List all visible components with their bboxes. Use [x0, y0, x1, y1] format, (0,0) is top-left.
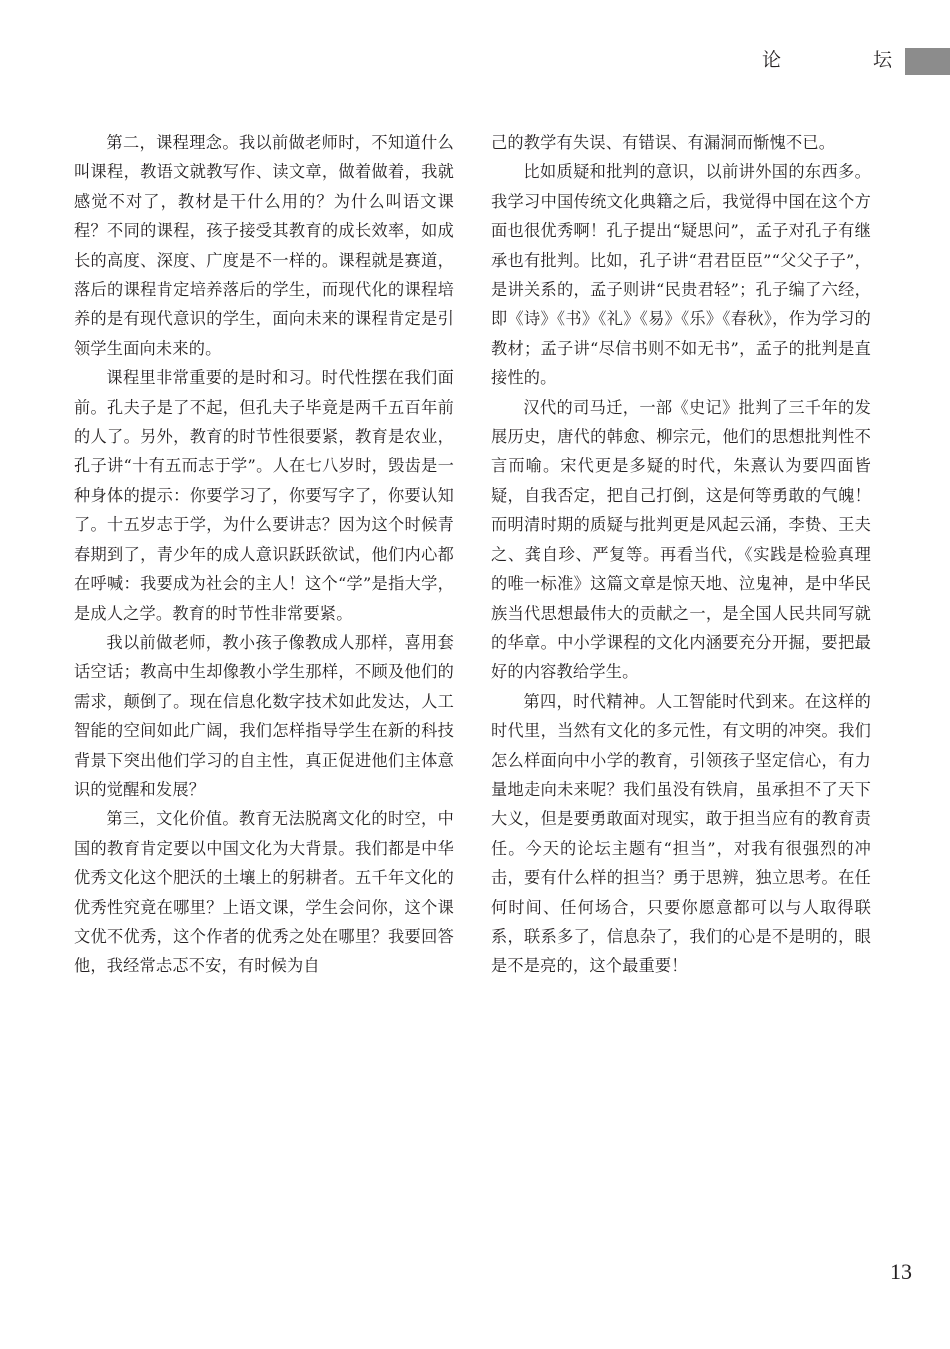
paragraph-continuation: 己的教学有失误、有错误、有漏洞而惭愧不已。 — [491, 133, 836, 152]
left-column — [74, 128, 454, 981]
paragraph: 第三，文化价值。教育无法脱离文化的时空，中国的教育肯定要以中国文化为大背景。我们都是中华优秀文化这个肥沃的土壤上的躬耕者。五千年文化的优秀性究竟在哪里？上语文课，学生会问你，这个课文优不优秀，这个作者的优秀之处在哪里？我要回答他，我经常忐忑不安，有时候为自 — [74, 809, 454, 976]
header-gray-tab — [905, 48, 950, 75]
paragraph: 比如质疑和批判的意识，以前讲外国的东西多。我学习中国传统文化典籍之后，我觉得中国在这个方面也很优秀啊！孔子提出“疑思问”，孟子对孔子有继承也有批判。比如，孔子讲“君君臣臣”“父父子子”，是讲关系的，孟子则讲“民贵君轻”；孔子编了六经，即《诗》《书》《礼》《易》《乐》《春秋》，作为学习的教材；孟子讲“尽信书则不如无书”，孟子的批判是直接性的。 — [491, 162, 871, 388]
paragraph: 第四，时代精神。人工智能时代到来。在这样的时代里，当然有文化的多元性，有文明的冲突。我们怎么样面向中小学的教育，引领孩子坚定信心，有力量地走向未来呢？我们虽没有铁肩，虽承担不了天下大义，但是要勇敢面对现实，敢于担当应有的教育责任。今天的论坛主题有“担当”，对我有很强烈的冲击，要有什么样的担当？勇于思辨，独立思考。在任何时间、任何场合，只要你愿意都可以与人取得联系，联系多了，信息杂了，我们的心是不是明的，眼是不是亮的，这个最重要！ — [491, 691, 871, 976]
paragraph: 汉代的司马迁，一部《史记》批判了三千年的发展历史，唐代的韩愈、柳宗元，他们的思想批判性不言而喻。宋代更是多疑的时代，朱熹认为要四面皆疑，自我否定，把自己打倒，这是何等勇敢的气魄！而明清时期的质疑与批判更是风起云涌，李贽、王夫之、龚自珍、严复等。再看当代，《实践是检验真理的唯一标准》这篇文章是惊天地、泣鬼神，是中华民族当代思想最伟大的贡献之一，是全国人民共同写就的华章。中小学课程的文化内涵要充分开掘，要把最好的内容教给学生。 — [491, 397, 871, 682]
page-header — [0, 44, 950, 76]
right-column — [491, 128, 871, 981]
section-title-char-1: 论 — [762, 49, 782, 71]
section-title-char-2: 坛 — [872, 49, 892, 71]
paragraph: 第二，课程理念。我以前做老师时，不知道什么叫课程，教语文就教写作、读文章，做着做着，我就感觉不对了，教材是干什么用的？为什么叫语文课程？不同的课程，孩子接受其教育的成长效率，如成长的高度、深度、广度是不一样的。课程就是赛道，落后的课程肯定培养落后的学生，而现代化的课程培养的是有现代意识的学生，面向未来的课程肯定是引领学生面向未来的。 — [74, 133, 454, 358]
page-number: 13 — [890, 1259, 912, 1284]
paragraph: 我以前做老师，教小孩子像教成人那样，喜用套话空话；教高中生却像教小学生那样，不顾及他们的需求，颠倒了。现在信息化数字技术如此发达，人工智能的空间如此广阔，我们怎样指导学生在新的科技背景下突出他们学习的自主性，真正促进他们主体意识的觉醒和发展？ — [74, 632, 454, 799]
paragraph: 课程里非常重要的是时和习。时代性摆在我们面前。孔夫子是了不起，但孔夫子毕竟是两千五百年前的人了。另外，教育的时节性很要紧，教育是农业，孔子讲“十有五而志于学”。人在七八岁时，毁齿是一种身体的提示：你要学习了，你要写字了，你要认知了。十五岁志于学，为什么要讲志？因为这个时候青春期到了，青少年的成人意识跃跃欲试，他们内心都在呼喊：我要成为社会的主人！这个“学”是指大学，是成人之学。教育的时节性非常要紧。 — [74, 368, 454, 623]
section-title — [762, 44, 892, 76]
